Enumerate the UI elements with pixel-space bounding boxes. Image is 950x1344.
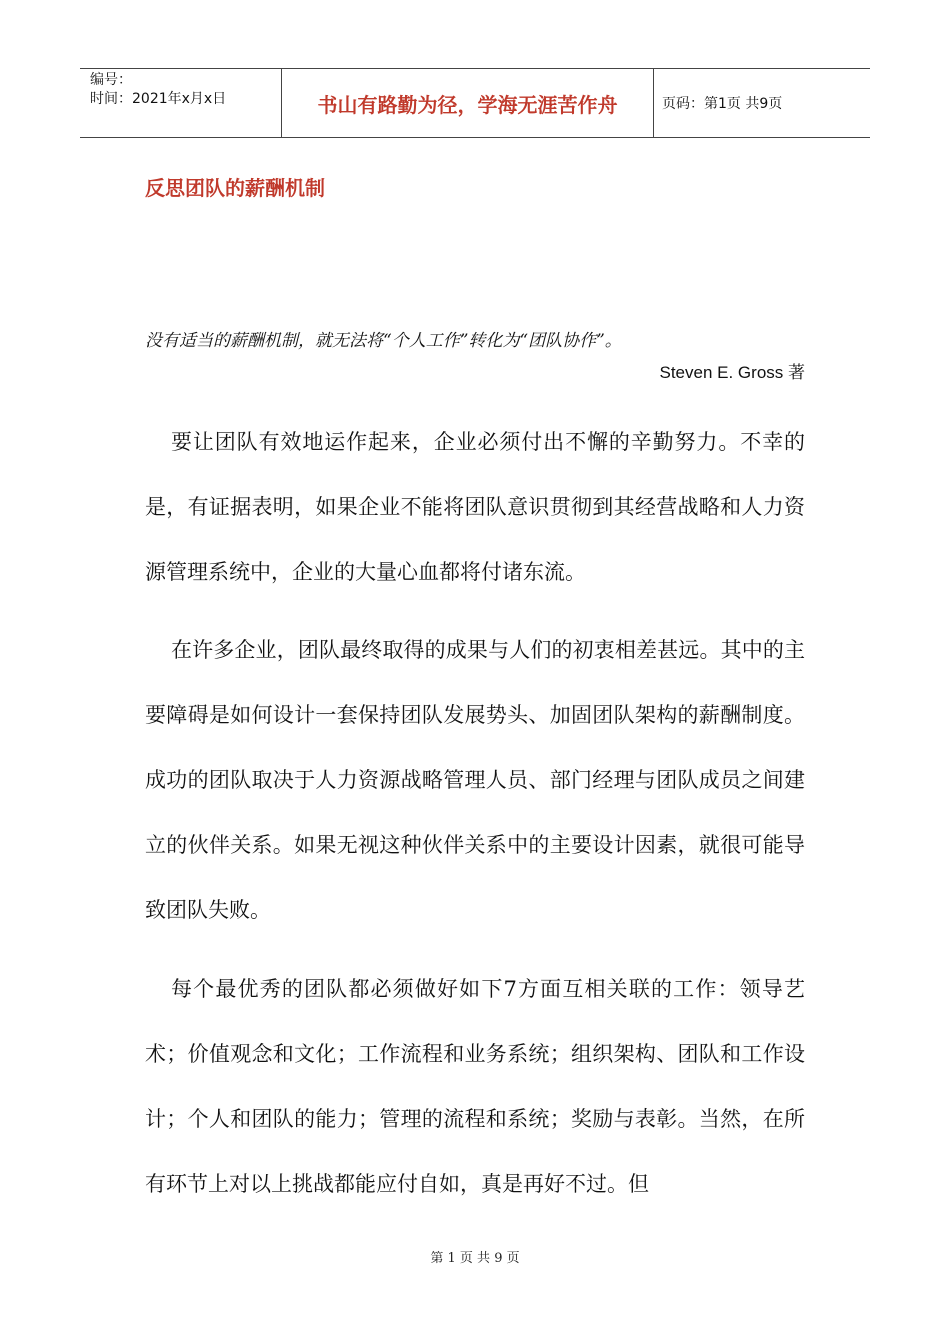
header-meta — [80, 69, 282, 137]
page-footer: 第 1 页 共 9 页 — [430, 1251, 520, 1266]
document-header — [80, 68, 870, 138]
body-paragraph-2: 在许多企业，团队最终取得的成果与人们的初衷相差甚远。其中的主要障碍是如何设计一套保持团队发展势头、加固团队架构的薪酬制度。成功的团队取决于人力资源战略管理人员、部门经理与团队成员之间建立的伙伴关系。如果无视这种伙伴关系中的主要设计因素，就很可能导致团队失败。 — [145, 638, 805, 922]
body-paragraph-3: 每个最优秀的团队都必须做好如下7方面互相关联的工作：领导艺术；价值观念和文化；工作流程和业务系统；组织架构、团队和工作设计；个人和团队的能力；管理的流程和系统；奖励与表彰。当然，在所有环节上对以上挑战都能应付自如，真是再好不过。但 — [145, 977, 805, 1196]
header-motto: 书山有路勤为径，学海无涯苦作舟 — [282, 69, 654, 137]
epigraph-quote: 没有适当的薪酬机制，就无法将“个人工作”转化为“团队协作”。 — [145, 331, 622, 351]
body-paragraph-1: 要让团队有效地运作起来，企业必须付出不懈的辛勤努力。不幸的是，有证据表明，如果企业不能将团队意识贯彻到其经营战略和人力资源管理系统中，企业的大量心血都将付诸东流。 — [145, 430, 805, 584]
date-label: 时间：2021年x月x日 — [90, 91, 227, 107]
header-page-info: 页码：第1页 共9页 — [662, 96, 783, 112]
epigraph-author: Steven E. Gross 著 — [659, 363, 805, 382]
document-title: 反思团队的薪酬机制 — [145, 176, 325, 200]
serial-number-label: 编号： — [90, 72, 132, 88]
